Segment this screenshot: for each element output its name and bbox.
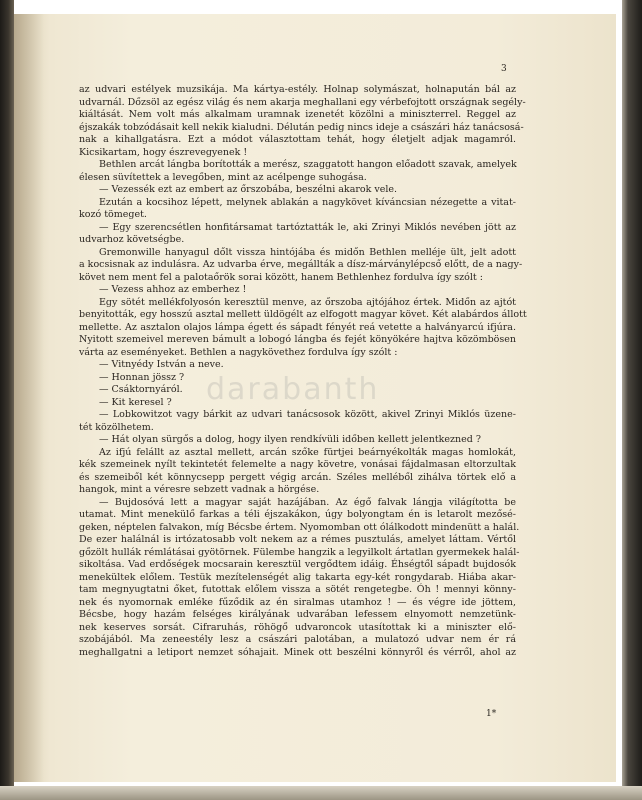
text-line: udvarnál. Dőzsöl az egész világ és nem akarja meghallani egy vérbefojtott országnak segély- xyxy=(79,96,526,108)
text-line: mellette. Az asztalon olajos lámpa égett és sápadt fényét reá vetette a halványarcú ifjúra. xyxy=(79,321,516,333)
text-line: — Vezess ahhoz az emberhez ! xyxy=(99,284,247,295)
text-line: — Kit keresel ? xyxy=(99,396,172,408)
text-line: kék szemeinek nyílt tekintetét felemelte a nagy követre, vonásai fájdalmasan eltorzultak xyxy=(79,459,516,470)
text-line: Gremonwille hanyagul dőlt vissza hintójába és midőn Bethlen melléje ült, jelt adott xyxy=(99,246,516,258)
text-line: nek és nyomornak emléke fűződik az én siralmas utamhoz ! — és végre ide jöttem, xyxy=(79,596,516,608)
text-line: benyitották, egy hosszú asztal mellett üldögélt az elfogott magyar követ. Két alabárdos állott xyxy=(79,309,527,320)
watermark: darabanth xyxy=(206,372,380,407)
page-number: 3 xyxy=(501,64,507,74)
book-cover-right-edge xyxy=(622,0,642,800)
text-line: hangok, mint a véresre sebzett vadnak a hörgése. xyxy=(79,484,320,495)
text-line: Bethlen arcát lángba borították a merész, szaggatott hangon előadott szavak, amelyek xyxy=(99,159,517,170)
text-line: — Csáktornyáról. xyxy=(99,384,183,395)
text-line: követ nem ment fel a palotaőrök sorai között, hanem Bethlenhez fordulva így szólt : xyxy=(79,271,483,283)
signature-mark: 1* xyxy=(486,709,497,719)
text-line: élesen süvítettek a levegőben, mint az acélpenge suhogása. xyxy=(79,171,367,183)
text-line: és szemeiből két könnycsepp pergett végig arcán. Széles melléből zihálva törtek elő a xyxy=(79,471,516,483)
text-line: Ezután a kocsihoz lépett, melynek ablakán a nagykövet kíváncsian nézegette a vitat- xyxy=(99,196,516,208)
text-line: Kicsikartam, hogy észrevegyenek ! xyxy=(79,146,248,158)
text-line: nek keserves sorsát. Cifraruhás, röhögő udvaroncok utasítottak ki a miniszter elő- xyxy=(79,621,516,633)
text-line: Az ifjú felállt az asztal mellett, arcán szőke fürtjei beárnyékolták magas homlokát, xyxy=(99,446,516,458)
text-line: Nyitott szemeivel mereven bámult a lobogó lángba és fejét könyökére hajtva közömbösen xyxy=(79,334,516,345)
scan-bottom-edge xyxy=(0,786,642,800)
gutter-shadow xyxy=(14,14,44,782)
book-cover-left-edge xyxy=(0,0,14,800)
text-line: Bécsbe, hogy hazám felséges királyának udvarában lefessem elnyomott nemzetünk- xyxy=(79,609,516,620)
text-line: menekültek előlem. Testük mezítelenségét alig takarta egy-két rongydarab. Hiába akar- xyxy=(79,571,516,583)
text-line: — Egy szerencsétlen honfitársamat tartóztatták le, aki Zrinyi Miklós nevében jött az xyxy=(99,221,516,233)
text-line: kiáltását. Nem volt más alkalmam uramnak izenetét közölni a miniszterrel. Reggel az xyxy=(79,109,516,120)
text-line: meghallgatni a letiport nemzet sóhajait. Minek ott beszélni könnyről és vérről, ahol az xyxy=(79,646,516,658)
text-line: kozó tömeget. xyxy=(79,209,147,220)
text-line: — Vitnyédy István a neve. xyxy=(99,359,224,370)
text-line: — Honnan jössz ? xyxy=(99,371,185,383)
text-line: geken, néptelen falvakon, míg Bécsbe értem. Nyomomban ott ólálkodott mindenütt a halál. xyxy=(79,521,520,533)
text-line: szobájából. Ma zeneestély lesz a császári palotában, a mulatozó udvar nem ér rá xyxy=(79,634,516,645)
text-line: éjszakák tobzódásait kell nekik kialudni. Délután pedig nincs ideje a császári ház tanácsosá- xyxy=(79,121,524,133)
text-line: gőzölt hullák rémlátásai gyötörnek. Fülembe hangzik a legyilkolt ártatlan gyermekek halál- xyxy=(79,546,520,558)
text-line: a kocsisnak az indulásra. Az udvarba érve, megállták a dísz-márványlépcső előtt, de a nagy- xyxy=(79,259,523,270)
text-line: De ezer halálnál is irtózatosabb volt nekem az a rémes pusztulás, amelyet láttam. Vértől xyxy=(79,534,516,545)
text-line: Egy sötét mellékfolyosón keresztül menve, az őrszoba ajtójához értek. Midőn az ajtót xyxy=(99,296,516,308)
text-line: — Vezessék ezt az embert az őrszobába, beszélni akarok vele. xyxy=(99,184,398,195)
text-line: utamat. Mint menekülő farkas a téli éjszakákon, úgy bolyongtam én is letarolt mezősé- xyxy=(79,509,516,520)
text-line: várta az eseményeket. Bethlen a nagykövethez fordulva így szólt : xyxy=(79,346,398,358)
text-line: az udvari estélyek muzsikája. Ma kártya-estély. Holnap solymászat, holnapután bál az xyxy=(79,84,516,95)
text-line: nak a kihallgatásra. Ezt a módot választottam tehát, hogy életjelt adjak magamról. xyxy=(79,134,516,145)
text-line: tét közölhetem. xyxy=(79,421,154,433)
text-line: — Bujdosóvá lett a magyar saját hazájában. Az égő falvak lángja világította be xyxy=(99,496,516,508)
text-line: sikoltása. Vad erdőségek mocsarain keresztül vergődtem idáig. Éhségtől sápadt bujdosók xyxy=(79,559,516,570)
text-line: udvarhoz követségbe. xyxy=(79,234,185,245)
text-line: tam megnyugtatni őket, futottak előlem vissza a sötét rengetegbe. Óh ! mennyi könny- xyxy=(79,584,516,595)
text-line: — Lobkowitzot vagy bárkit az udvari tanácsosok között, akivel Zrinyi Miklós üzene- xyxy=(99,409,516,420)
text-line: — Hát olyan sürgős a dolog, hogy ilyen rendkívüli időben kellett jelentkezned ? xyxy=(99,434,481,445)
